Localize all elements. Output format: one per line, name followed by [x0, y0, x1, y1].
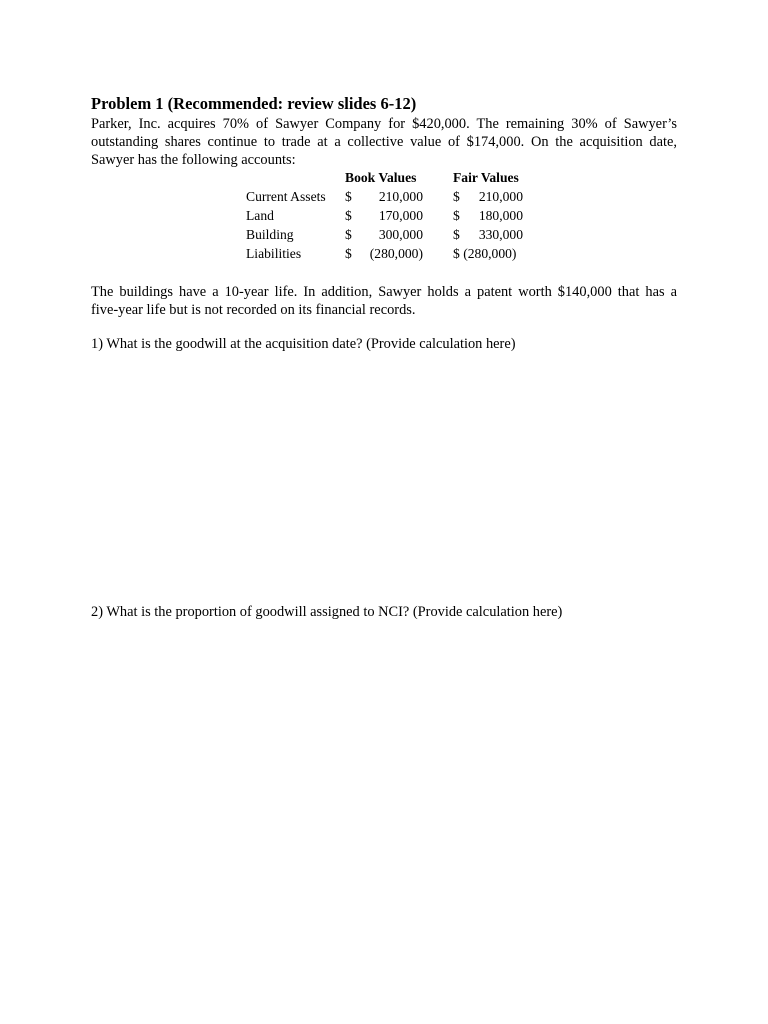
- fair-dollar-sign: $: [453, 246, 460, 261]
- intro-paragraph: [91, 115, 677, 169]
- buildings-paragraph: [91, 283, 677, 319]
- fair-values-header: Fair Values: [453, 170, 519, 185]
- account-label: Liabilities: [246, 246, 302, 261]
- fair-dollar-sign: $: [453, 208, 460, 223]
- buildings-line: five-year life but is not recorded on its financial records.: [91, 302, 416, 318]
- problem-heading: Problem 1 (Recommended: review slides 6-12): [91, 94, 417, 113]
- fair-value: 180,000: [478, 208, 523, 223]
- fair-dollar-sign: $: [453, 189, 460, 204]
- fair-dollar-sign: $: [453, 227, 460, 242]
- book-value: 300,000: [378, 227, 423, 242]
- account-label: Current Assets: [246, 189, 326, 204]
- book-values-header: Book Values: [345, 170, 417, 185]
- fair-value-cell: [453, 246, 523, 262]
- book-dollar-sign: $: [345, 189, 352, 204]
- book-value: 210,000: [378, 189, 423, 204]
- intro-line: outstanding shares continue to trade at a collective value of $174,000. On the acquisition date,: [91, 134, 677, 150]
- account-label: Land: [246, 208, 274, 223]
- intro-line: Sawyer has the following accounts:: [91, 152, 296, 168]
- book-value: 170,000: [378, 208, 423, 223]
- fair-value: 210,000: [478, 189, 523, 204]
- question-1: 1) What is the goodwill at the acquisition date? (Provide calculation here): [91, 336, 516, 352]
- book-dollar-sign: $: [345, 227, 352, 242]
- question-2: 2) What is the proportion of goodwill assigned to NCI? (Provide calculation here): [91, 604, 563, 620]
- fair-value: 330,000: [478, 227, 523, 242]
- account-label: Building: [246, 227, 294, 242]
- book-value: (280,000): [369, 246, 423, 261]
- buildings-line: The buildings have a 10-year life. In addition, Sawyer holds a patent worth $140,000 that has a: [91, 284, 677, 300]
- book-dollar-sign: $: [345, 208, 352, 223]
- book-dollar-sign: $: [345, 246, 352, 261]
- fair-value: (280,000): [463, 246, 517, 261]
- intro-line: Parker, Inc. acquires 70% of Sawyer Company for $420,000. The remaining 30% of Sawyer’s: [91, 116, 677, 132]
